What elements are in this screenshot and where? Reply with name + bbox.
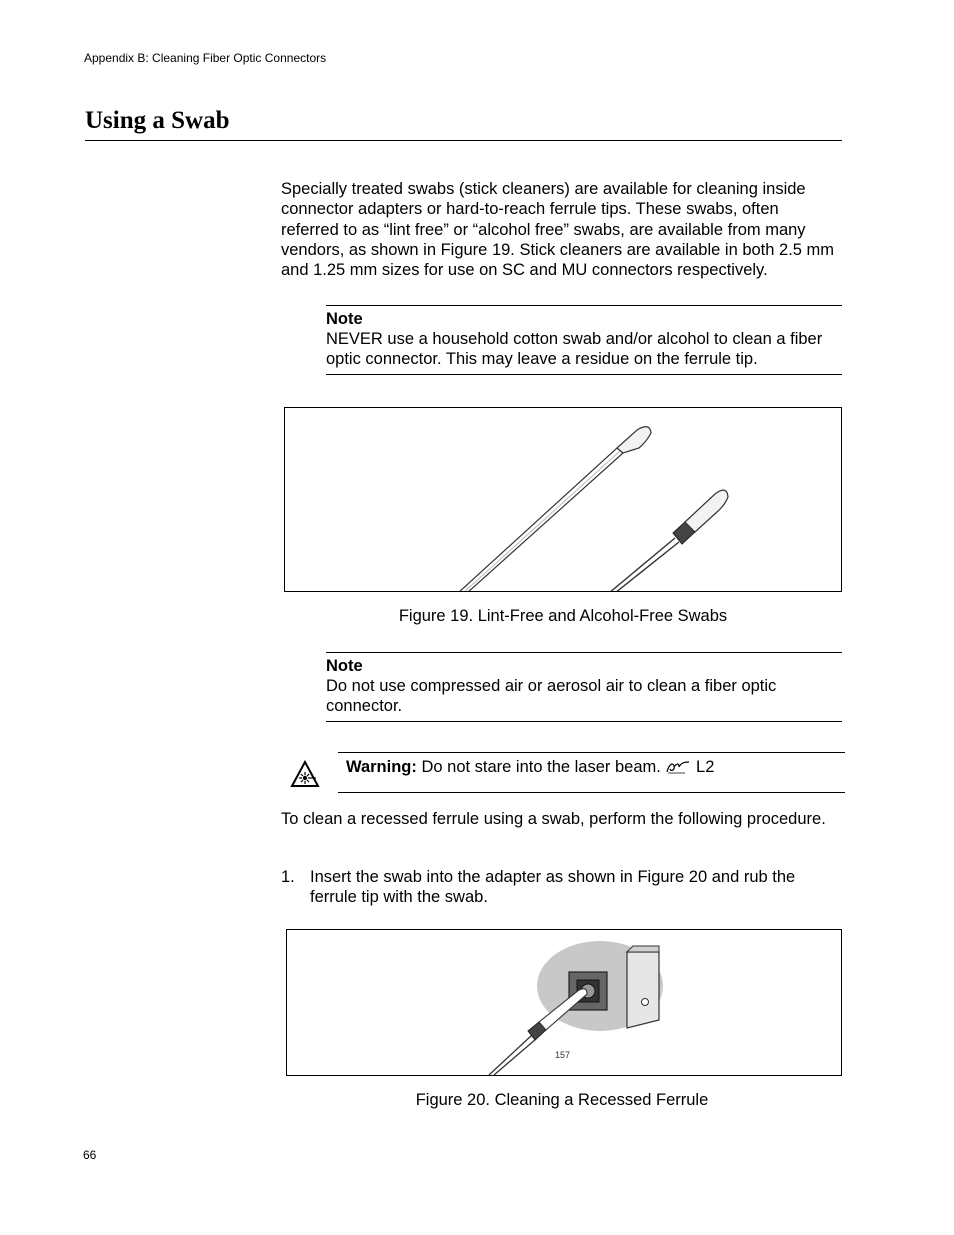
warning-code: L2 — [696, 758, 715, 776]
note-title: Note — [326, 657, 363, 675]
warning-message — [346, 758, 714, 779]
section-title: Using a Swab — [85, 107, 230, 134]
note-title: Note — [326, 310, 363, 328]
figure-20-caption: Figure 20. Cleaning a Recessed Ferrule — [415, 1091, 709, 1109]
ferrule-drawing — [287, 930, 841, 1075]
note-text: NEVER use a household cotton swab and/or alcohol to clean a fiber optic connector. This may leave a residue on the ferrule tip. — [326, 330, 823, 369]
figure-label: 157 — [555, 1050, 571, 1060]
warning-label: Warning: — [346, 758, 417, 776]
warning-text: Do not stare into the laser beam. — [421, 758, 661, 776]
procedure-intro: To clean a recessed ferrule using a swab, perform the following procedure. — [281, 810, 826, 828]
laser-warning-icon — [290, 760, 320, 793]
warning-top-rule — [338, 752, 845, 753]
running-header: Appendix B: Cleaning Fiber Optic Connectors — [84, 51, 327, 65]
step-text: Insert the swab into the adapter as shown in Figure 20 and rub the ferrule tip with the swab. — [310, 868, 796, 907]
warning-bottom-rule — [338, 792, 845, 793]
language-reference-icon — [665, 760, 691, 779]
figure-20-recessed-ferrule-illustration — [286, 929, 842, 1076]
step-number: 1. — [281, 868, 295, 886]
figure-19-swabs-illustration — [284, 407, 842, 592]
figure-19-caption: Figure 19. Lint-Free and Alcohol-Free Swabs — [398, 607, 728, 625]
note-box-2 — [326, 652, 842, 722]
swabs-drawing — [285, 408, 841, 591]
note-text: Do not use compressed air or aerosol air to clean a fiber optic connector. — [326, 677, 777, 716]
intro-paragraph: Specially treated swabs (stick cleaners) are available for cleaning inside connector adapters or hard-to-reach ferrule tips. These swabs, often referred to as “lint free” or “alcohol free” swabs, are available from many vendors, as shown in Figure 19. Stick cleaners are available in both 2.5 mm and 1.25 mm sizes for use on SC and MU connectors respectively. — [281, 180, 835, 280]
title-divider — [85, 140, 842, 141]
page-number: 66 — [83, 1148, 97, 1162]
note-box-1 — [326, 305, 842, 375]
